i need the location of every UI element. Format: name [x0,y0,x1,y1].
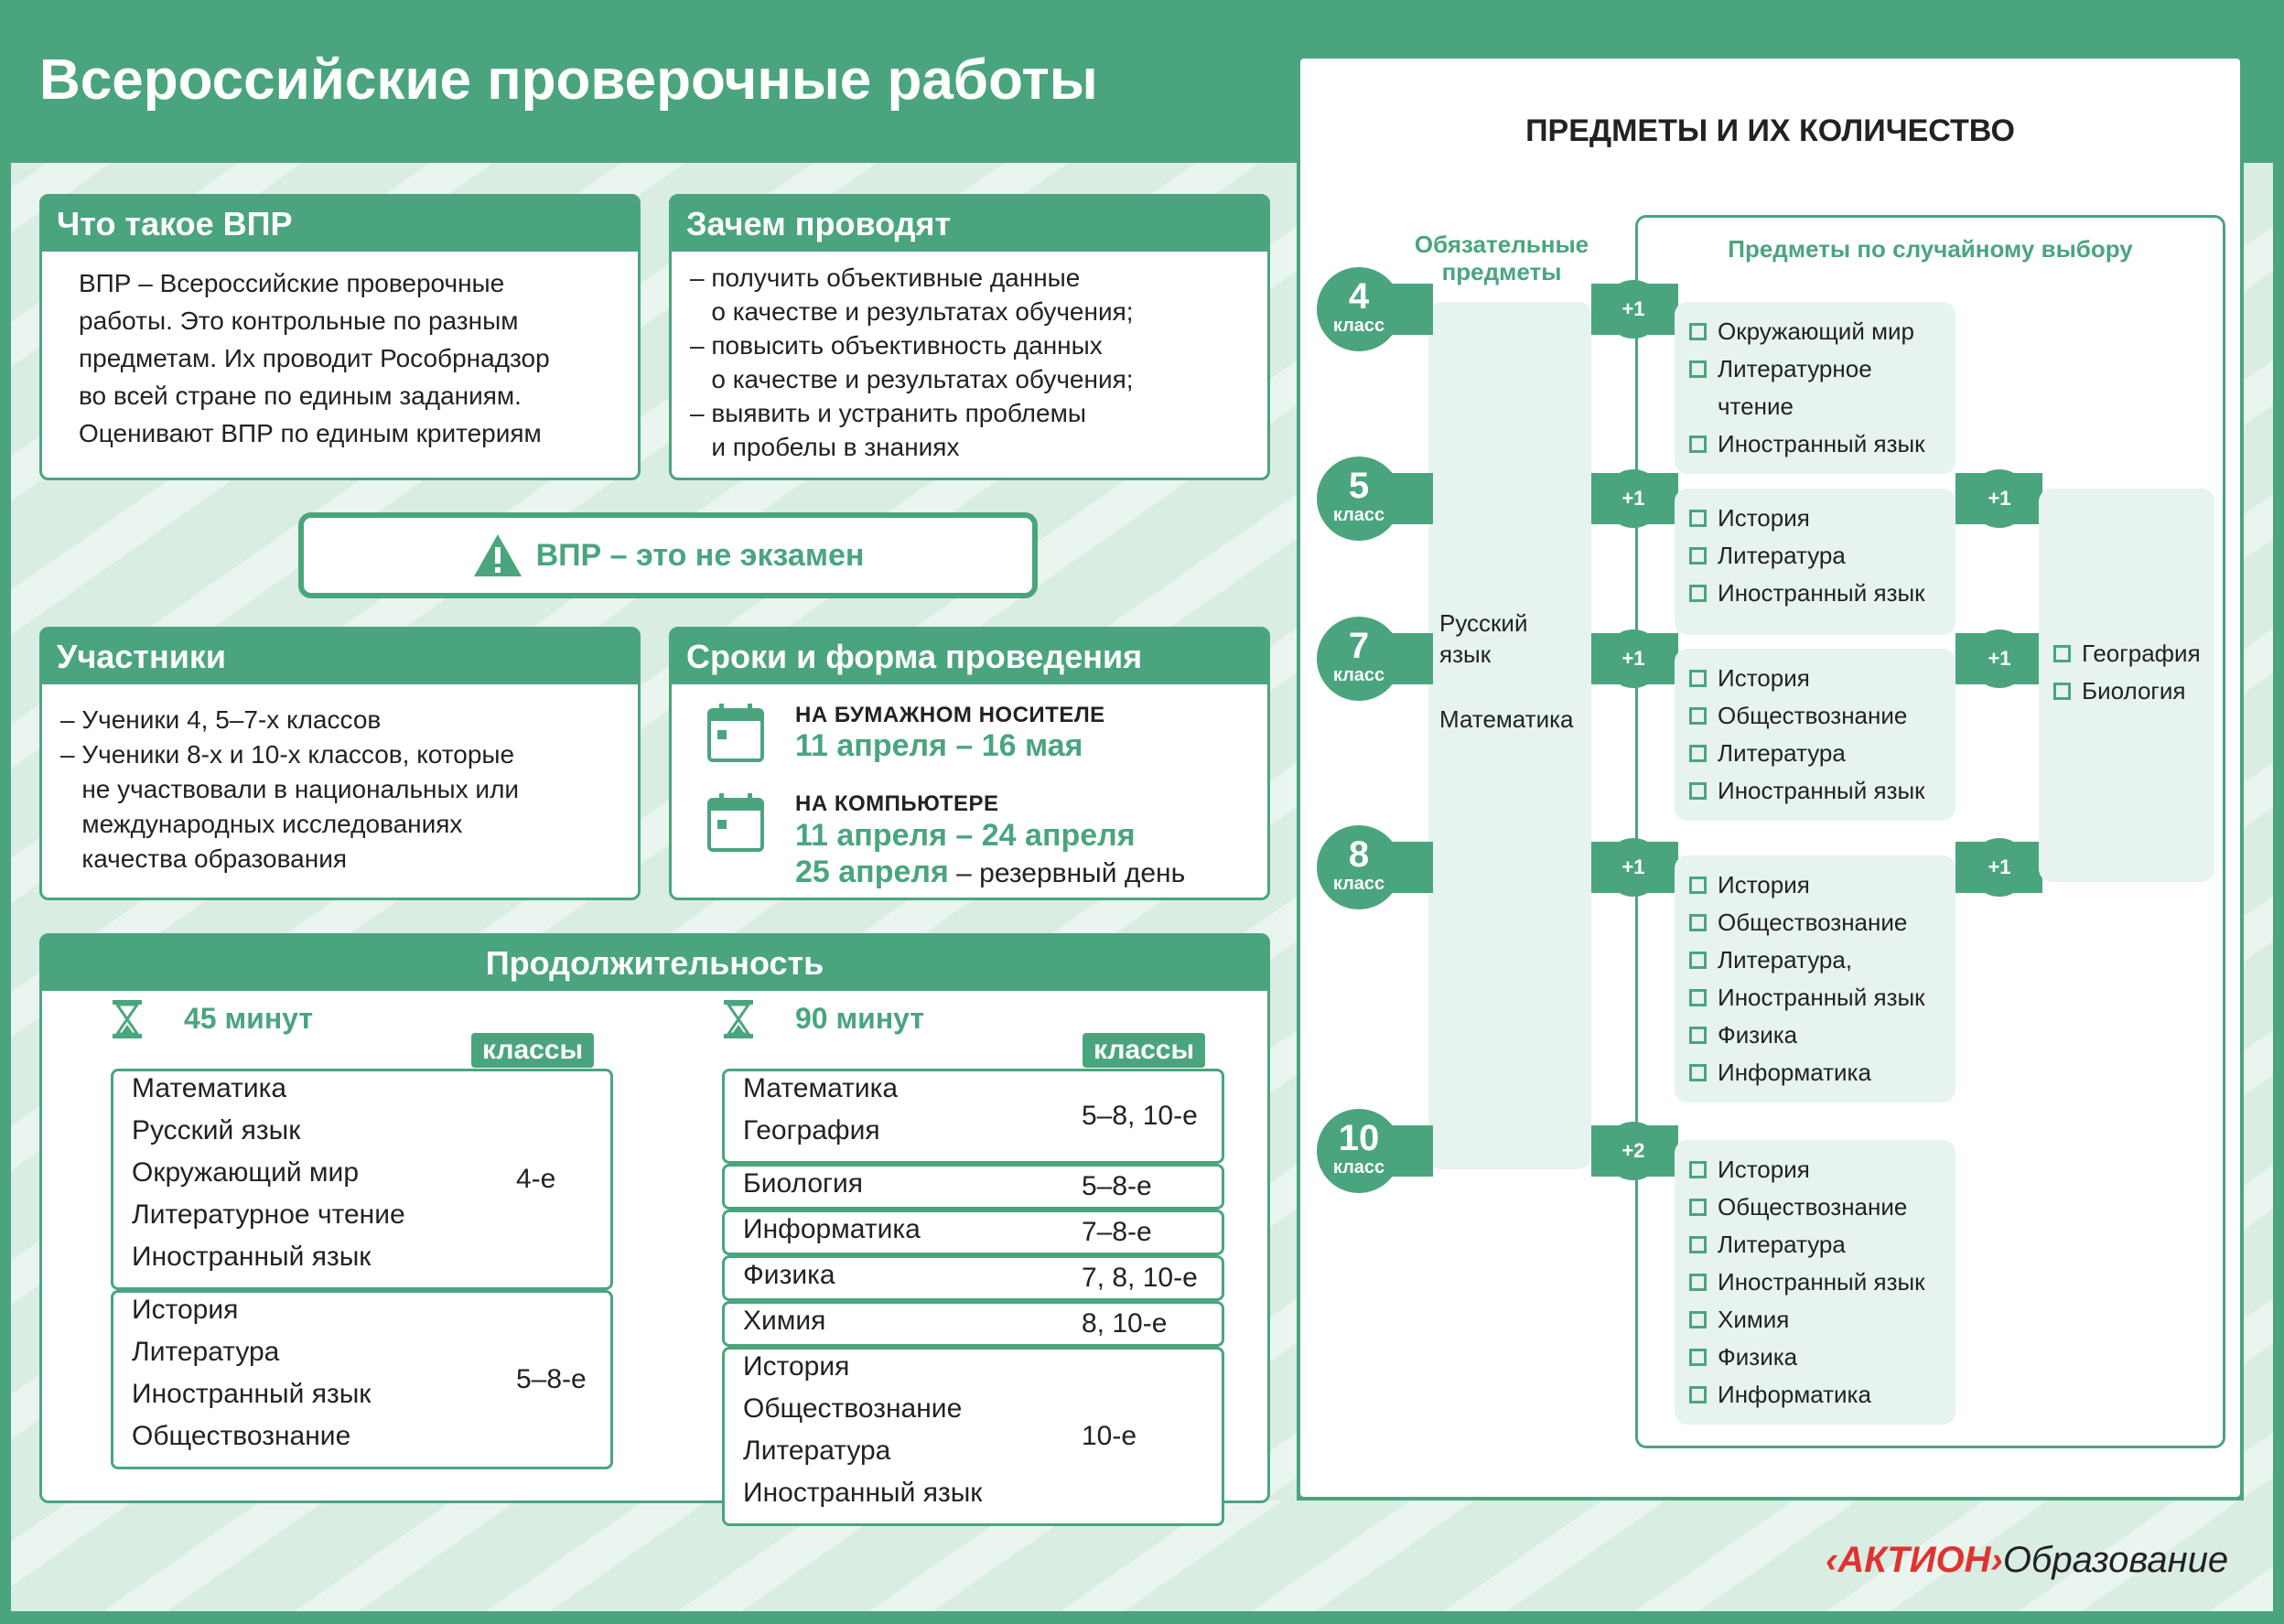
duration-group [111,1290,613,1469]
date-to: 16 мая [981,728,1083,763]
subject-name: Математика [132,1073,287,1103]
subject-option [1689,1188,1941,1226]
option-label: Литература [1718,1231,1846,1258]
grade-number: 10 [1338,1118,1380,1158]
subject-name: Окружающий мир [132,1157,359,1188]
option-label: Литературное чтение [1718,355,1872,420]
option-label: Информатика [1718,1381,1871,1408]
duration-card [39,933,1270,1508]
grade-circle [1317,825,1401,909]
logo [1826,1540,2228,1581]
option-label: Обществознание [1718,909,1908,936]
checkbox-icon [1689,323,1707,340]
subject-name: Информатика [743,1214,921,1244]
checkbox-icon [1689,707,1707,725]
grade-range: 7, 8, 10-е [1082,1263,1198,1293]
subject-name: Литературное чтение [132,1199,405,1230]
mandatory-subjects [1428,302,1591,1169]
option-label: История [1718,664,1810,692]
option-label: Физика [1718,1021,1798,1049]
subject-name: Обществознание [132,1421,351,1451]
duration-group [722,1301,1224,1347]
checkbox-icon [1689,1349,1707,1366]
logo-brand: ‹АКТИОН› [1826,1540,2003,1580]
grade-range: 7–8-е [1082,1217,1152,1247]
subject-option [1689,1339,1941,1376]
mandatory-subject: Русский язык [1439,609,1528,668]
grade-range: 5–8-е [516,1364,587,1394]
grade-word: класс [1332,316,1385,336]
grade-range: 4-е [516,1164,556,1194]
checkbox-icon [1689,360,1707,378]
grade-circle [1317,617,1401,701]
calendar-icon [706,703,765,763]
subject-name: Химия [743,1306,826,1336]
checkbox-icon [1689,670,1707,687]
random-group [1675,855,1955,1102]
duration-tables [42,936,1267,1508]
classes-label: классы [1083,1033,1205,1068]
participant-line: – Ученики 8-х и 10-х классов, которые [60,740,515,769]
subject-option [1689,537,1941,575]
checkbox-icon [1689,1161,1707,1178]
plus-badge: +1 [1604,838,1663,897]
checkbox-icon [1689,1311,1707,1328]
text-line: и пробелы в знаниях [690,433,960,461]
subject-name: Обществознание [743,1393,963,1424]
checkbox-icon [1689,436,1707,453]
subject-name: Литература [132,1337,280,1367]
reserve-date: 25 апреля [795,855,949,889]
option-label: История [1718,871,1810,898]
plus-badge: +2 [1604,1122,1663,1180]
checkbox-icon [1689,952,1707,969]
grade-number: 5 [1348,466,1370,506]
date-from: 11 апреля [795,818,947,853]
checkbox-icon [1689,877,1707,894]
grade-word: класс [1332,874,1385,894]
subject-name: Русский язык [132,1115,301,1145]
plus-badge: +1 [1970,838,2029,897]
random-group [1675,1140,1955,1425]
duration-group [722,1069,1224,1164]
date-from: 11 апреля [795,728,947,763]
random-group [1675,489,1955,635]
subject-name: История [743,1351,850,1382]
text-line: ВПР – Всероссийские проверочные [79,269,505,297]
duration-group [722,1255,1224,1301]
checkbox-icon [2053,645,2071,662]
option-label: Иностранный язык [1718,984,1925,1011]
subject-name: Иностранный язык [743,1478,983,1508]
checkbox-icon [1689,1027,1707,1044]
participant-line: международных исследованиях [60,810,463,838]
random-group [1675,302,1955,474]
grade-number: 4 [1348,276,1370,317]
calendar-icon [706,792,765,853]
subject-option [1689,425,1941,463]
logo-product: Образование [2002,1540,2229,1580]
card-body [672,252,1267,477]
option-label: Химия [1718,1306,1790,1333]
duration-group [722,1164,1224,1210]
warning-icon [472,532,523,578]
subject-option [1689,697,1941,735]
grade-range: 5–8, 10-е [1082,1101,1198,1131]
subject-option [1689,1016,1941,1054]
card-body [42,684,638,889]
mandatory-subject: Математика [1439,705,1574,733]
duration-group [722,1347,1224,1526]
subject-option [2053,672,2200,710]
checkbox-icon [1689,1199,1707,1216]
subjects-diagram [1300,59,2240,1497]
text-line: о качестве и результатах обучения; [690,297,1134,326]
text-line: о качестве и результатах обучения; [690,365,1134,393]
checkbox-icon [1689,585,1707,602]
subject-option [1689,500,1941,537]
subject-name: Физика [743,1260,835,1290]
duration-label: 45 минут [184,1002,314,1035]
hourglass-icon [111,999,144,1039]
random-group [1675,649,1955,821]
option-label: Обществознание [1718,702,1908,729]
subject-option [1689,1264,1941,1301]
subject-option [1689,866,1941,904]
checkbox-icon [1689,782,1707,800]
participant-line: качества образования [60,844,347,873]
participants-card [39,627,641,900]
watermark-background [2244,163,2273,1611]
grade-circle [1317,267,1401,351]
card-title: Сроки и форма проведения [672,629,1267,684]
date-to: 24 апреля [981,818,1136,853]
checkbox-icon [1689,1236,1707,1253]
extra-subjects [2039,489,2214,882]
grade-word: класс [1332,665,1385,685]
computer-format [795,791,1185,892]
reserve-label: – резервный день [948,858,1186,888]
subject-name: Литература [743,1436,891,1466]
option-label: География [2082,640,2201,667]
subject-option [1689,772,1941,810]
subject-option [1689,313,1941,350]
grade-word: класс [1332,1157,1385,1178]
option-label: Биология [2082,677,2186,704]
text-line: Оценивают ВПР по единым критериям [79,419,542,447]
card-title: Зачем проводят [672,197,1267,252]
option-label: Литература [1718,542,1846,569]
option-label: Физика [1718,1343,1798,1371]
checkbox-icon [1689,510,1707,527]
grade-range: 10-е [1082,1421,1137,1451]
subjects-panel [1297,55,2244,1500]
format-label: НА БУМАЖНОМ НОСИТЕЛЕ [795,703,1105,727]
option-label: Обществознание [1718,1193,1908,1221]
format-label: НА КОМПЬЮТЕРЕ [795,791,999,816]
hourglass-icon [722,999,755,1039]
grade-number: 8 [1348,834,1370,875]
subject-name: Биология [743,1168,863,1199]
plus-badge: +1 [1604,280,1663,339]
grade-word: класс [1332,505,1385,525]
duration-label: 90 минут [795,1002,925,1035]
plus-badge: +1 [1604,629,1663,688]
checkbox-icon [1689,1064,1707,1081]
grade-circle [1317,457,1401,541]
subject-name: Иностранный язык [132,1379,372,1409]
text-line: – выявить и устранить проблемы [690,399,1086,427]
not-exam-banner [298,512,1038,598]
subject-name: География [743,1115,880,1145]
panel-title: ПРЕДМЕТЫ И ИХ КОЛИЧЕСТВО [1525,113,2015,148]
card-title: Продолжительность [42,936,1267,991]
option-label: Литература, [1718,946,1853,973]
option-label: Иностранный язык [1718,777,1925,804]
grade-circle [1317,1109,1401,1193]
checkbox-icon [1689,1274,1707,1291]
dates-card [669,627,1270,900]
option-label: История [1718,504,1810,532]
participant-line: не участвовали в национальных или [60,775,520,803]
subject-option [1689,1054,1941,1092]
checkbox-icon [1689,547,1707,565]
subject-option [1689,1151,1941,1188]
subject-option [1689,350,1941,425]
subject-option [1689,979,1941,1016]
what-card [39,194,641,480]
text-line: – повысить объективность данных [690,331,1103,360]
text-line: во всей стране по единым заданиям. [79,382,522,410]
card-body [42,252,638,465]
option-label: Иностранный язык [1718,430,1925,457]
option-label: Литература [1718,739,1846,767]
checkbox-icon [1689,914,1707,931]
dash: – [946,728,982,763]
option-label: Иностранный язык [1718,1268,1925,1296]
banner-text: ВПР – это не экзамен [535,537,865,573]
option-label: История [1718,1156,1810,1183]
checkbox-icon [1689,745,1707,762]
option-label: Информатика [1718,1059,1871,1086]
duration-group [111,1069,613,1290]
checkbox-icon [1689,989,1707,1006]
paper-format [795,703,1105,764]
subject-option [1689,575,1941,612]
checkbox-icon [2053,683,2071,700]
grade-range: 8, 10-е [1082,1308,1168,1339]
random-title: Предметы по случайному выбору [1728,235,2133,263]
plus-badge: +1 [1970,629,2029,688]
subject-name: Математика [743,1073,899,1103]
subject-option [1689,941,1941,979]
subject-option [1689,1301,1941,1339]
grade-range: 5–8-е [1082,1171,1152,1201]
option-label: Окружающий мир [1718,317,1914,345]
text-line: работы. Это контрольные по разным [79,307,519,335]
text-line: предметам. Их проводит Рособрнадзор [79,344,550,372]
dash: – [946,818,982,853]
subject-option [1689,660,1941,697]
option-label: Иностранный язык [1718,579,1925,607]
text-line: – получить объективные данные [690,263,1081,292]
subject-option [1689,1376,1941,1414]
card-title: Участники [42,629,638,684]
plus-badge: +1 [1604,469,1663,528]
participant-line: – Ученики 4, 5–7-х классов [60,705,382,734]
subject-option [1689,904,1941,941]
card-title: Что такое ВПР [42,197,638,252]
subject-option [1689,735,1941,772]
subject-option [2053,635,2200,672]
subject-name: Иностранный язык [132,1242,372,1272]
plus-badge: +1 [1970,469,2029,528]
classes-label: классы [471,1033,594,1068]
duration-group [722,1210,1224,1255]
grade-number: 7 [1348,626,1370,666]
why-card [669,194,1270,480]
page-title: Всероссийские проверочные работы [39,48,1098,112]
subject-name: История [132,1295,239,1325]
subject-option [1689,1226,1941,1264]
mandatory-title: Обязательные предметы [1414,231,1589,285]
checkbox-icon [1689,1386,1707,1404]
